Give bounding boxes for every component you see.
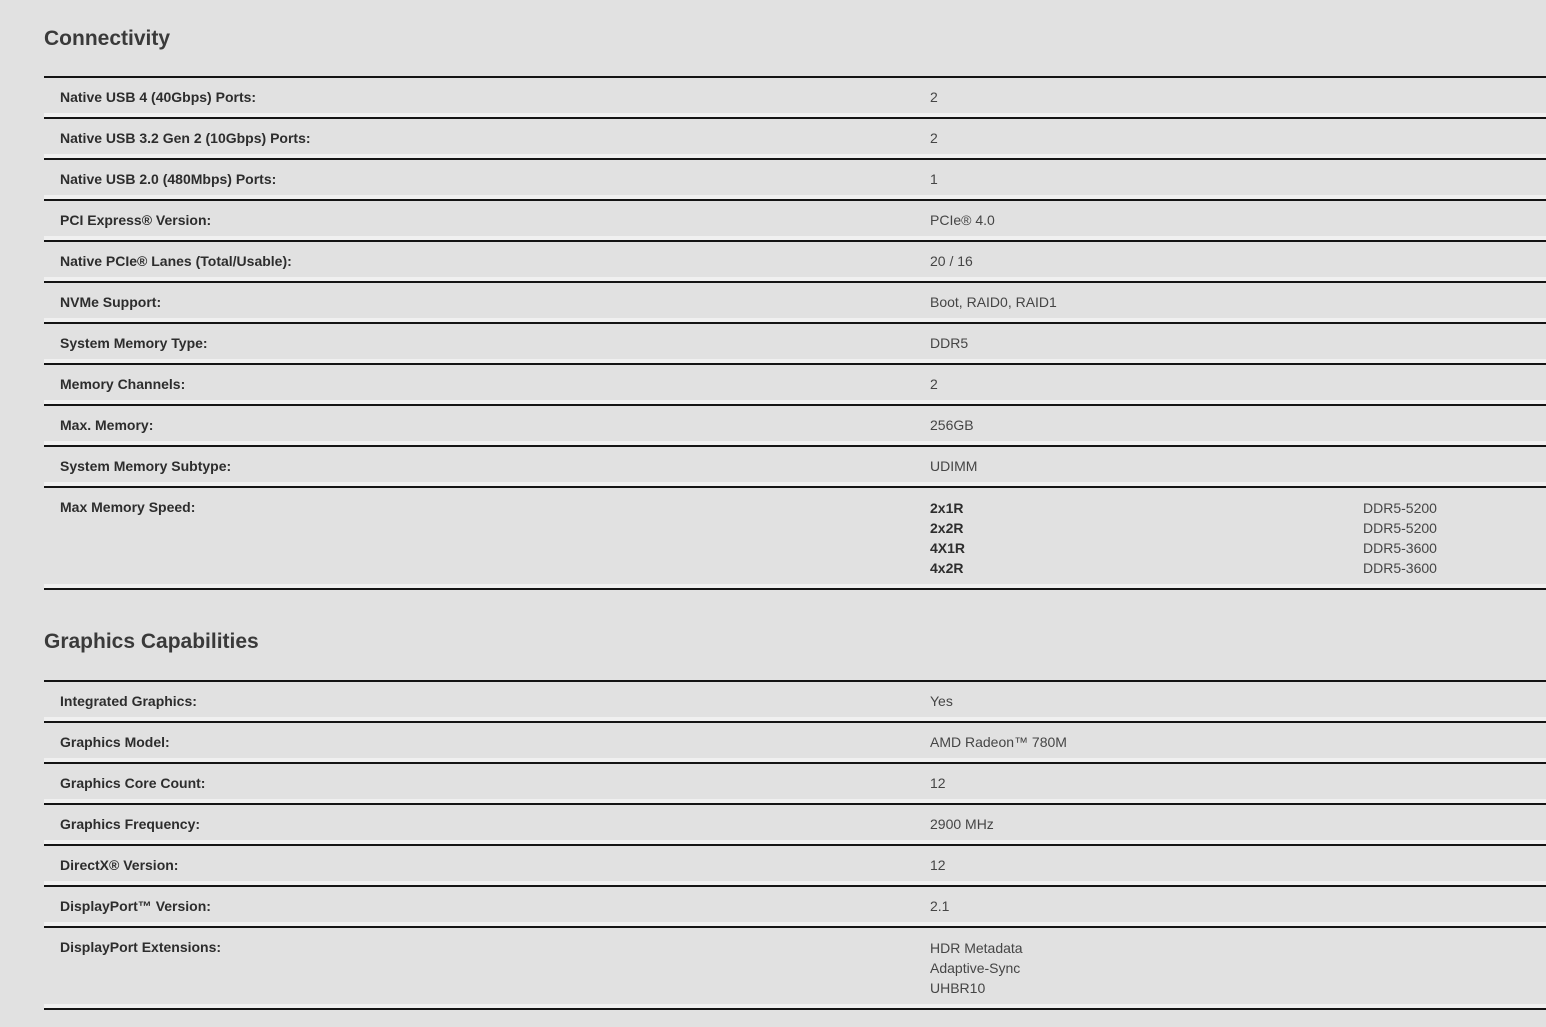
row-graphics-frequency — [44, 805, 1546, 846]
spec-label: NVMe Support: — [60, 294, 162, 310]
spec-label: Memory Channels: — [60, 376, 186, 392]
row-native-usb32-ports — [44, 119, 1546, 160]
spec-label: Native USB 3.2 Gen 2 (10Gbps) Ports: — [60, 130, 311, 146]
memory-speed-list — [930, 488, 1546, 588]
memory-speed: DDR5-3600 — [1363, 560, 1437, 576]
memory-speed: DDR5-5200 — [1363, 500, 1437, 516]
row-graphics-model — [44, 723, 1546, 764]
spec-value: AMD Radeon™ 780M — [930, 734, 1067, 750]
spec-label: Integrated Graphics: — [60, 693, 197, 709]
spec-value: Yes — [930, 693, 953, 709]
row-max-memory-speed — [44, 488, 1546, 590]
spec-label: DirectX® Version: — [60, 857, 179, 873]
row-native-usb4-ports — [44, 78, 1546, 119]
row-max-memory — [44, 406, 1546, 447]
row-native-pcie-lanes — [44, 242, 1546, 283]
extension-item: UHBR10 — [930, 980, 986, 996]
spec-label: Native PCIe® Lanes (Total/Usable): — [60, 253, 292, 269]
row-directx-version — [44, 846, 1546, 887]
spec-value: 12 — [930, 857, 946, 873]
spec-value: 1 — [930, 171, 938, 187]
spec-value: 2900 MHz — [930, 816, 994, 832]
spec-value: 2 — [930, 130, 938, 146]
memory-speed-subrow — [930, 518, 1546, 538]
memory-config: 2x1R — [930, 500, 964, 516]
row-memory-channels — [44, 365, 1546, 406]
spec-page — [44, 23, 1546, 1010]
spec-value: UDIMM — [930, 458, 978, 474]
memory-speed-subrow — [930, 538, 1546, 558]
spec-label: System Memory Subtype: — [60, 458, 232, 474]
memory-speed-subrow — [930, 558, 1546, 578]
spec-label: DisplayPort Extensions: — [60, 939, 222, 955]
memory-speed-subrow — [930, 498, 1546, 518]
spec-label: DisplayPort™ Version: — [60, 898, 211, 914]
row-system-memory-type — [44, 324, 1546, 365]
spec-label: Graphics Model: — [60, 734, 170, 750]
section-title-connectivity: Connectivity — [44, 27, 171, 50]
row-native-usb20-ports — [44, 160, 1546, 201]
spec-label: Graphics Core Count: — [60, 775, 206, 791]
spec-label: Native USB 2.0 (480Mbps) Ports: — [60, 171, 277, 187]
spec-label: PCI Express® Version: — [60, 212, 212, 228]
spec-value: 12 — [930, 775, 946, 791]
spec-label: Max. Memory: — [60, 417, 154, 433]
spec-value: 2 — [930, 89, 938, 105]
spec-value: 2.1 — [930, 898, 950, 914]
displayport-extensions-list — [930, 928, 1546, 1008]
row-graphics-core-count — [44, 764, 1546, 805]
spec-value: PCIe® 4.0 — [930, 212, 995, 228]
spec-label: Native USB 4 (40Gbps) Ports: — [60, 89, 257, 105]
spec-label: Max Memory Speed: — [60, 499, 196, 515]
spec-value: 20 / 16 — [930, 253, 973, 269]
spec-value: DDR5 — [930, 335, 969, 351]
graphics-capabilities-table — [44, 680, 1546, 1010]
memory-config: 4X1R — [930, 540, 966, 556]
row-displayport-version — [44, 887, 1546, 928]
spec-value: 256GB — [930, 417, 974, 433]
row-displayport-extensions — [44, 928, 1546, 1010]
row-nvme-support — [44, 283, 1546, 324]
spec-label: Graphics Frequency: — [60, 816, 201, 832]
connectivity-table — [44, 76, 1546, 590]
section-title-graphics-capabilities: Graphics Capabilities — [44, 630, 259, 653]
memory-config: 2x2R — [930, 520, 964, 536]
row-pci-express-version — [44, 201, 1546, 242]
memory-config: 4x2R — [930, 560, 964, 576]
row-system-memory-subtype — [44, 447, 1546, 488]
extension-item: Adaptive-Sync — [930, 960, 1021, 976]
row-integrated-graphics — [44, 682, 1546, 723]
memory-speed: DDR5-5200 — [1363, 520, 1437, 536]
spec-value: 2 — [930, 376, 938, 392]
memory-speed: DDR5-3600 — [1363, 540, 1437, 556]
extension-item: HDR Metadata — [930, 940, 1023, 956]
spec-label: System Memory Type: — [60, 335, 208, 351]
spec-value: Boot, RAID0, RAID1 — [930, 294, 1057, 310]
